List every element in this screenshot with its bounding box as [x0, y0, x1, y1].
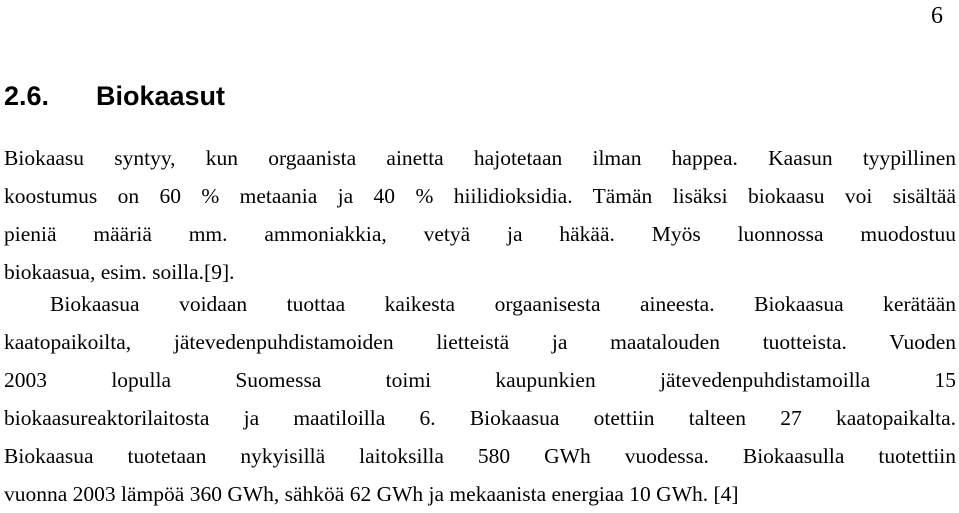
paragraph-line: 2003 lopulla Suomessa toimi kaupunkien jätevedenpuhdistamoilla 15	[4, 368, 956, 392]
section-number: 2.6.	[4, 81, 50, 111]
paragraph-line: biokaasua, esim. soilla.[9].	[4, 260, 235, 284]
section-heading	[4, 80, 225, 112]
paragraph-1	[4, 139, 956, 291]
section-title: Biokaasut	[96, 81, 226, 111]
paragraph-line: Biokaasu syntyy, kun orgaanista ainetta hajotetaan ilman happea. Kaasun tyypillinen	[4, 146, 956, 170]
paragraph-line: kaatopaikoilta, jätevedenpuhdistamoiden lietteistä ja maatalouden tuotteista. Vuoden	[4, 330, 956, 354]
paragraph-line: koostumus on 60 % metaania ja 40 % hiilidioksidia. Tämän lisäksi biokaasu voi sisältää	[4, 184, 956, 208]
paragraph-2	[4, 285, 956, 513]
page-number: 6	[931, 3, 943, 29]
paragraph-line: vuonna 2003 lämpöä 360 GWh, sähköä 62 GWh ja mekaanista energiaa 10 GWh. [4]	[4, 482, 739, 506]
paragraph-line: pieniä määriä mm. ammoniakkia, vetyä ja häkää. Myös luonnossa muodostuu	[4, 222, 956, 246]
paragraph-line: Biokaasua voidaan tuottaa kaikesta orgaanisesta aineesta. Biokaasua kerätään	[50, 292, 956, 316]
paragraph-line: Biokaasua tuotetaan nykyisillä laitoksilla 580 GWh vuodessa. Biokaasulla tuotettiin	[4, 444, 956, 468]
paragraph-line: biokaasureaktorilaitosta ja maatiloilla 6. Biokaasua otettiin talteen 27 kaatopaikalta.	[4, 406, 956, 430]
